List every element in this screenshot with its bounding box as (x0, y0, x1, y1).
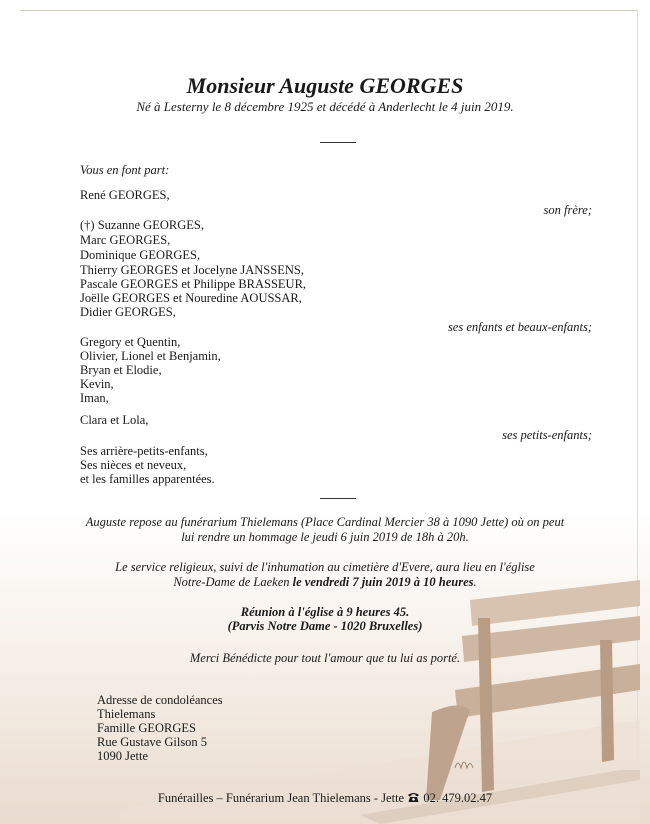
thanks-text: Merci Bénédicte pour tout l'amour que tu lui as porté. (189, 651, 461, 665)
intro-text: Vous en font part: (80, 163, 170, 177)
address-line: Adresse de condoléances (97, 693, 223, 707)
address-line: 1090 Jette (97, 749, 149, 763)
repose-text-line-1: Auguste repose au funérarium Thielemans (Place Cardinal Mercier 38 à 1090 Jette) où on peut (85, 515, 565, 529)
divider-middle (320, 498, 356, 499)
footer (0, 791, 650, 806)
family-name: Thierry GEORGES et Jocelyne JANSSENS, (80, 263, 304, 277)
family-name: Clara et Lola, (80, 413, 149, 427)
birth-death-line: Né à Lesterny le 8 décembre 1925 et décédé à Anderlecht le 4 juin 2019. (136, 99, 514, 114)
footer-phone: 02. 479.02.47 (423, 791, 493, 805)
relation-label: ses enfants et beaux-enfants; (447, 320, 592, 334)
family-name: Pascale GEORGES et Philippe BRASSEUR, (80, 277, 307, 291)
telephone-icon (407, 792, 420, 803)
family-name: (†) Suzanne GEORGES, (80, 218, 204, 232)
service-church: Notre-Dame de Laeken (173, 575, 293, 589)
address-line: Famille GEORGES (97, 721, 196, 735)
address-line: Rue Gustave Gilson 5 (97, 735, 208, 749)
family-name: Iman, (80, 391, 109, 405)
page-title: Monsieur Auguste GEORGES (186, 73, 464, 98)
family-name: Marc GEORGES, (80, 233, 171, 247)
family-name: Joëlle GEORGES et Nouredine AOUSSAR, (80, 291, 302, 305)
meeting-place: (Parvis Notre Dame - 1020 Bruxelles) (227, 619, 423, 633)
relation-label: ses petits-enfants; (502, 428, 592, 442)
divider-top (320, 142, 356, 143)
family-name: Gregory et Quentin, (80, 335, 181, 349)
family-name: Olivier, Lionel et Benjamin, (80, 349, 221, 363)
family-name: Ses nièces et neveux, (80, 458, 187, 472)
address-line: Thielemans (97, 707, 156, 721)
service-end: . (473, 575, 477, 589)
repose-text-line-2: lui rendre un hommage le jeudi 6 juin 2019 de 18h à 20h. (181, 530, 469, 544)
service-date: le vendredi 7 juin 2019 à 10 heures (292, 575, 474, 589)
service-text-line-2 (0, 575, 650, 590)
relation-label: son frère; (543, 203, 592, 217)
family-name: Didier GEORGES, (80, 305, 176, 319)
meeting-time: Réunion à l'église à 9 heures 45. (240, 605, 410, 619)
family-name: Ses arrière-petits-enfants, (80, 444, 208, 458)
family-name: Bryan et Elodie, (80, 363, 162, 377)
family-name: Kevin, (80, 377, 114, 391)
service-text-line-1: Le service religieux, suivi de l'inhumation au cimetière d'Evere, aura lieu en l'église (115, 560, 535, 574)
footer-text: Funérailles – Funérarium Jean Thielemans - Jette (157, 791, 405, 805)
family-name: René GEORGES, (80, 188, 170, 202)
family-name: Dominique GEORGES, (80, 248, 201, 262)
family-name: et les familles apparentées. (80, 472, 215, 486)
